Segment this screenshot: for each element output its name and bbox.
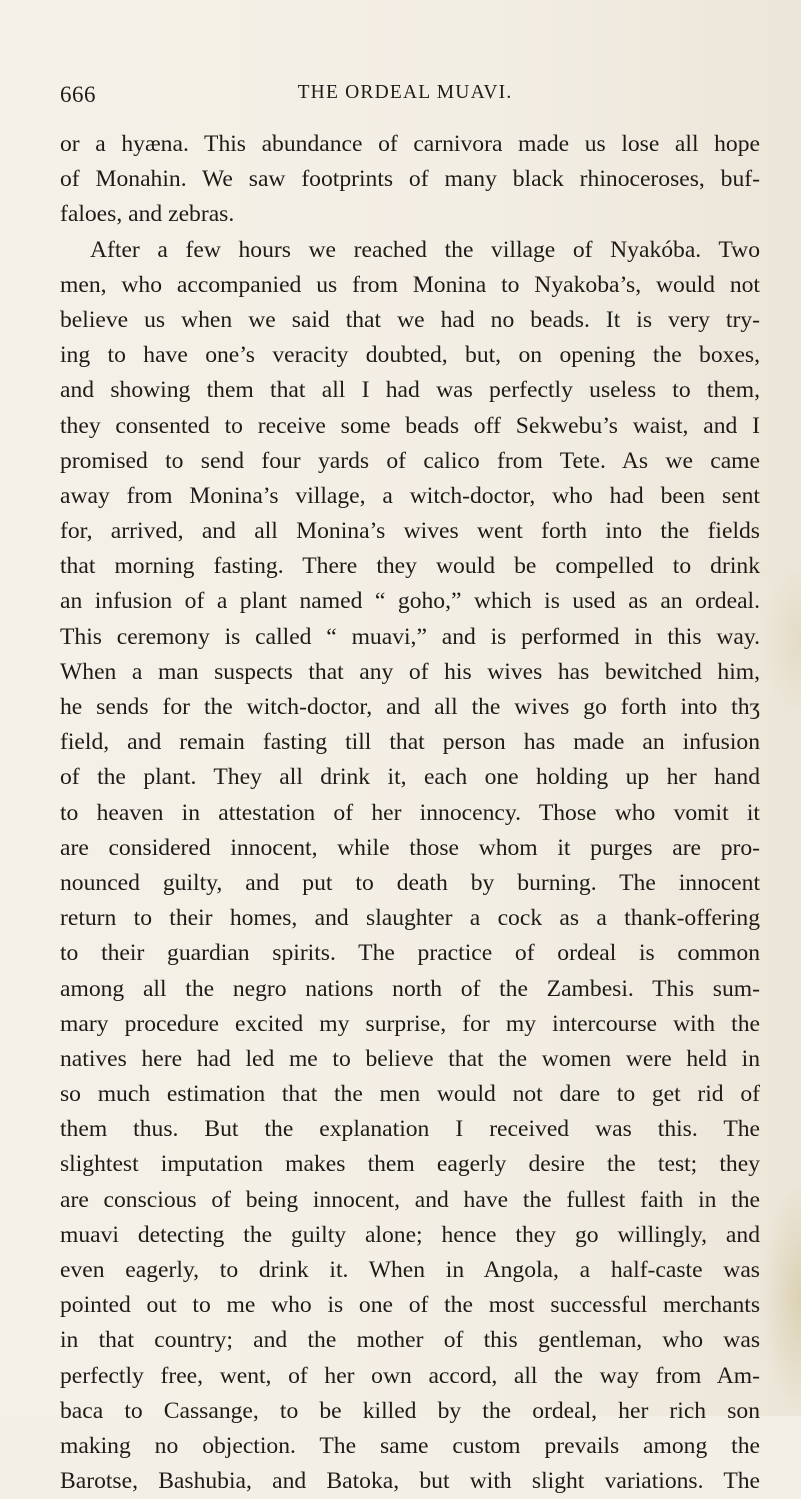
text-line: After a few hours we reached the village of Nyakóba. Two — [90, 236, 760, 263]
page-stain — [761, 1180, 801, 1416]
text-line: of Monahin. We saw footprints of many black rhinoceroses, buf- — [60, 166, 760, 193]
text-line: away from Monina’s village, a witch-doctor, who had been sent — [60, 482, 760, 509]
text-line: ing to have one’s veracity doubted, but, on opening the boxes, — [60, 342, 760, 369]
text-line: pointed out to me who is one of the most successful merchants — [60, 1292, 760, 1319]
text-line: for, arrived, and all Monina’s wives went forth into the fields — [60, 518, 760, 545]
text-line: This ceremony is called “ muavi,” and is performed in this way. — [60, 623, 760, 650]
body-text — [60, 127, 760, 1499]
text-line: to heaven in attestation of her innocency. Those who vomit it — [60, 799, 760, 826]
text-line: are considered innocent, while those whom it purges are pro- — [60, 834, 760, 861]
text-line: believe us when we said that we had no beads. It is very try- — [60, 306, 760, 333]
text-line: an infusion of a plant named “ goho,” which is used as an ordeal. — [60, 588, 760, 615]
text-line: baca to Cassange, to be killed by the ordeal, her rich son — [60, 1397, 760, 1424]
text-line: When a man suspects that any of his wives has bewitched him, — [60, 658, 760, 685]
text-line: natives here had led me to believe that the women were held in — [60, 1045, 760, 1072]
text-line: promised to send four yards of calico from Tete. As we came — [60, 447, 760, 474]
text-line: so much estimation that the men would not dare to get rid of — [60, 1081, 760, 1108]
page-stain — [761, 560, 801, 720]
text-line: making no objection. The same custom prevails among the — [60, 1432, 760, 1459]
page-number: 666 — [60, 82, 96, 107]
text-line: faloes, and zebras. — [60, 201, 235, 228]
page-header — [60, 82, 750, 112]
text-line: them thus. But the explanation I received was this. The — [60, 1116, 760, 1143]
text-line: or a hyæna. This abundance of carnivora made us lose all hope — [60, 131, 760, 157]
text-line: mary procedure excited my surprise, for my intercourse with the — [60, 1010, 760, 1037]
text-line: slightest imputation makes them eagerly desire the test; they — [60, 1151, 760, 1178]
text-line: among all the negro nations north of the Zambesi. This sum- — [60, 975, 760, 1002]
text-line: return to their homes, and slaughter a cock as a thank-offering — [60, 905, 760, 932]
text-line: and showing them that all I had was perfectly useless to them, — [60, 377, 760, 404]
text-line: nounced guilty, and put to death by burning. The innocent — [60, 869, 760, 896]
text-line: that morning fasting. There they would be compelled to drink — [60, 553, 760, 580]
text-line: field, and remain fasting till that person has made an infusion — [60, 729, 760, 756]
text-line: they consented to receive some beads off Sekwebu’s waist, and I — [60, 412, 760, 439]
text-line: men, who accompanied us from Monina to Nyakoba’s, would not — [60, 271, 760, 298]
text-line: are conscious of being innocent, and have the fullest faith in the — [60, 1186, 760, 1213]
running-title: THE ORDEAL MUAVI. — [297, 82, 513, 103]
text-line: in that country; and the mother of this gentleman, who was — [60, 1327, 760, 1354]
text-line: even eagerly, to drink it. When in Angola, a half-caste was — [60, 1257, 760, 1283]
text-line: to their guardian spirits. The practice of ordeal is common — [60, 940, 760, 967]
text-line: muavi detecting the guilty alone; hence they go willingly, and — [60, 1221, 760, 1248]
text-line: he sends for the witch-doctor, and all the wives go forth into thʒ — [60, 694, 760, 720]
text-line: Barotse, Bashubia, and Batoka, but with slight variations. The — [60, 1468, 760, 1495]
text-line: perfectly free, went, of her own accord, all the way from Am- — [60, 1362, 760, 1389]
text-line: of the plant. They all drink it, each one holding up her hand — [60, 764, 760, 791]
